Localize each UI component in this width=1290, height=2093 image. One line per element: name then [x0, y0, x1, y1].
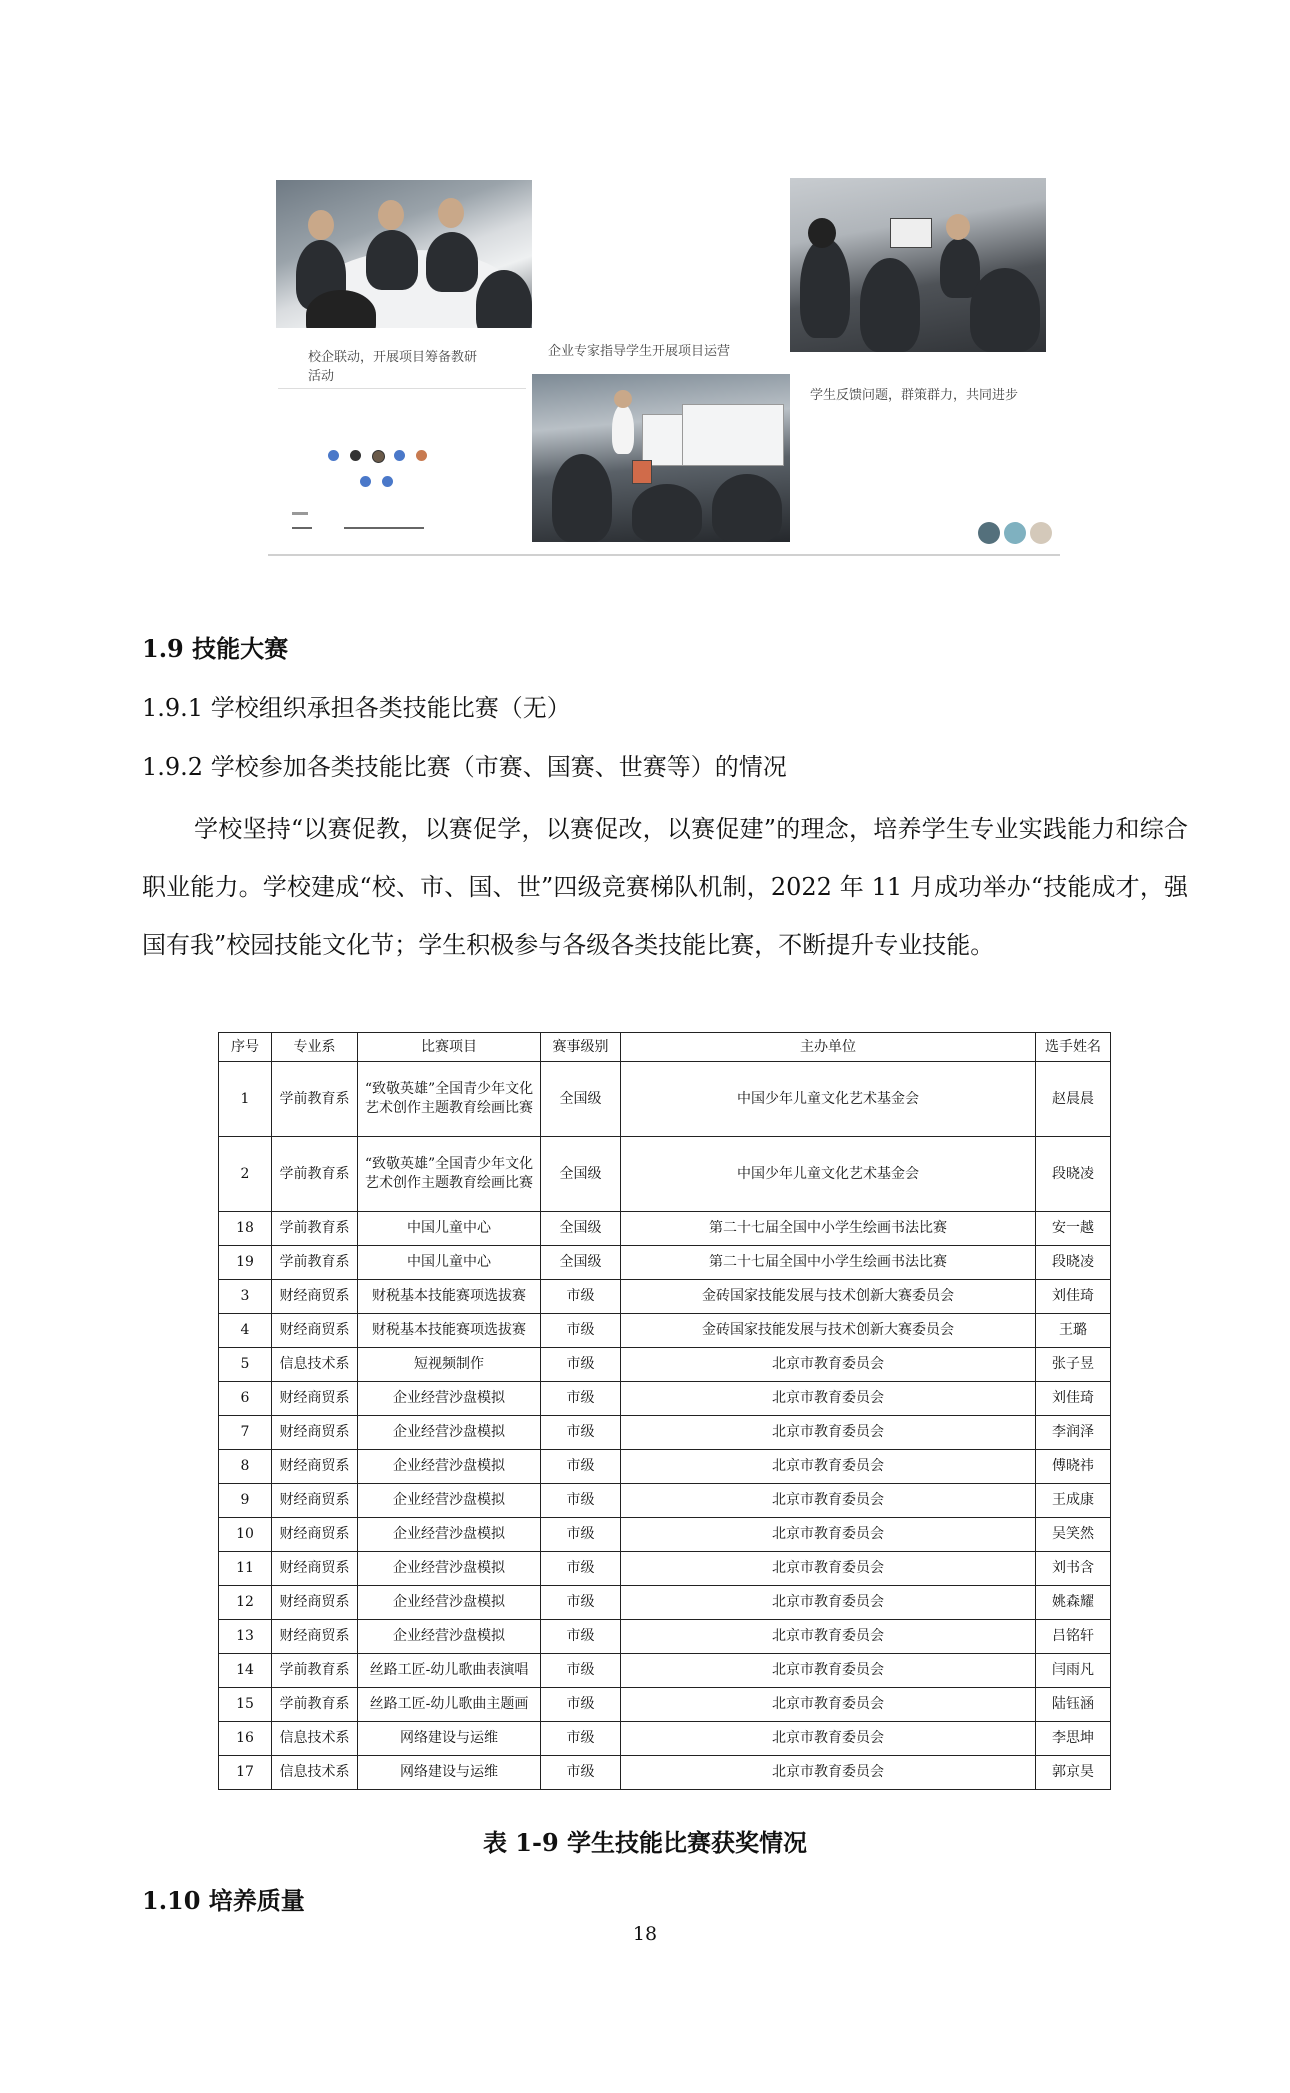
table-cell: 闫雨凡	[1036, 1654, 1111, 1688]
table-cell: 中国少年儿童文化艺术基金会	[621, 1062, 1036, 1137]
table-row	[219, 1586, 1111, 1620]
table-row	[219, 1246, 1111, 1280]
table-cell: 北京市教育委员会	[621, 1348, 1036, 1382]
table-row	[219, 1062, 1111, 1137]
table-cell: 财经商贸系	[272, 1552, 358, 1586]
table-cell: 企业经营沙盘模拟	[358, 1552, 541, 1586]
table-cell: 市级	[541, 1552, 621, 1586]
table-cell: 财经商贸系	[272, 1382, 358, 1416]
table-cell: 市级	[541, 1416, 621, 1450]
table-cell: 短视频制作	[358, 1348, 541, 1382]
table-cell: 学前教育系	[272, 1654, 358, 1688]
table-cell: 14	[219, 1654, 272, 1688]
table-cell: 市级	[541, 1382, 621, 1416]
table-row	[219, 1552, 1111, 1586]
video-call-thumbnail	[278, 388, 526, 538]
table-cell: 网络建设与运维	[358, 1756, 541, 1790]
table-cell: 李思坤	[1036, 1722, 1111, 1756]
table-cell: 市级	[541, 1620, 621, 1654]
next-section-heading: 1.10 培养质量	[142, 1886, 305, 1915]
caption-center: 企业专家指导学生开展项目运营	[548, 344, 731, 359]
table-cell: 中国儿童中心	[358, 1212, 541, 1246]
table-cell: 财经商贸系	[272, 1280, 358, 1314]
table-cell: 财经商贸系	[272, 1484, 358, 1518]
awards-table	[218, 1032, 1111, 1790]
table-cell: 企业经营沙盘模拟	[358, 1586, 541, 1620]
table-cell: 财税基本技能赛项选拔赛	[358, 1280, 541, 1314]
table-cell: 企业经营沙盘模拟	[358, 1620, 541, 1654]
table-cell: 北京市教育委员会	[621, 1586, 1036, 1620]
subsection-2: 1.9.2 学校参加各类技能比赛（市赛、国赛、世赛等）的情况	[142, 753, 787, 781]
table-cell: 全国级	[541, 1212, 621, 1246]
table-cell: 市级	[541, 1586, 621, 1620]
body-paragraph: 学校坚持“以赛促教，以赛促学，以赛促改，以赛促建”的理念，培养学生专业实践能力和综合职业能力。学校建成“校、市、国、世”四级竞赛梯队机制，2022 年 11 月成功举办“技能成才，强国有我”校园技能文化节；学生积极参与各级各类技能比赛，不断提升专业技能。	[142, 815, 1188, 959]
table-cell: “致敬英雄”全国青少年文化艺术创作主题教育绘画比赛	[358, 1062, 541, 1137]
table-cell: 赵晨晨	[1036, 1062, 1111, 1137]
table-cell: 北京市教育委员会	[621, 1484, 1036, 1518]
table-cell: 刘佳琦	[1036, 1280, 1111, 1314]
table-cell: 信息技术系	[272, 1756, 358, 1790]
table-cell: 全国级	[541, 1062, 621, 1137]
header-cell: 赛事级别	[541, 1033, 621, 1062]
collage-divider	[268, 554, 1060, 556]
table-cell: 学前教育系	[272, 1062, 358, 1137]
table-cell: 10	[219, 1518, 272, 1552]
table-cell: 9	[219, 1484, 272, 1518]
table-row	[219, 1137, 1111, 1212]
table-cell: 财经商贸系	[272, 1518, 358, 1552]
table-row	[219, 1654, 1111, 1688]
photo-collage	[268, 178, 1060, 558]
table-cell: 12	[219, 1586, 272, 1620]
table-cell: 市级	[541, 1314, 621, 1348]
table-cell: 19	[219, 1246, 272, 1280]
table-header-row	[219, 1033, 1111, 1062]
table-cell: 网络建设与运维	[358, 1722, 541, 1756]
table-row	[219, 1688, 1111, 1722]
table-cell: 企业经营沙盘模拟	[358, 1484, 541, 1518]
table-cell: 财经商贸系	[272, 1586, 358, 1620]
table-cell: 4	[219, 1314, 272, 1348]
table-cell: 吴笑然	[1036, 1518, 1111, 1552]
table-cell: 学前教育系	[272, 1688, 358, 1722]
table-row	[219, 1450, 1111, 1484]
table-cell: 6	[219, 1382, 272, 1416]
table-cell: 市级	[541, 1348, 621, 1382]
table-cell: 北京市教育委员会	[621, 1756, 1036, 1790]
header-cell: 比赛项目	[358, 1033, 541, 1062]
table-cell: 全国级	[541, 1137, 621, 1212]
caption-right: 学生反馈问题，群策群力，共同进步	[810, 388, 1019, 403]
table-row	[219, 1280, 1111, 1314]
section-heading: 1.9 技能大赛	[142, 634, 289, 663]
table-cell: 市级	[541, 1450, 621, 1484]
table-cell: 财经商贸系	[272, 1620, 358, 1654]
table-cell: “致敬英雄”全国青少年文化艺术创作主题教育绘画比赛	[358, 1137, 541, 1212]
table-cell: 学前教育系	[272, 1212, 358, 1246]
table-cell: 王璐	[1036, 1314, 1111, 1348]
table-cell: 16	[219, 1722, 272, 1756]
table-row	[219, 1212, 1111, 1246]
table-cell: 傅晓祎	[1036, 1450, 1111, 1484]
table-row	[219, 1416, 1111, 1450]
table-cell: 北京市教育委员会	[621, 1382, 1036, 1416]
table-cell: 北京市教育委员会	[621, 1722, 1036, 1756]
table-cell: 企业经营沙盘模拟	[358, 1382, 541, 1416]
photo-meeting	[276, 180, 532, 328]
table-cell: 财经商贸系	[272, 1450, 358, 1484]
table-cell: 市级	[541, 1280, 621, 1314]
table-cell: 3	[219, 1280, 272, 1314]
table-cell: 中国少年儿童文化艺术基金会	[621, 1137, 1036, 1212]
table-cell: 第二十七届全国中小学生绘画书法比赛	[621, 1212, 1036, 1246]
table-cell: 北京市教育委员会	[621, 1416, 1036, 1450]
table-cell: 市级	[541, 1688, 621, 1722]
header-cell: 选手姓名	[1036, 1033, 1111, 1062]
table-cell: 18	[219, 1212, 272, 1246]
header-cell: 主办单位	[621, 1033, 1036, 1062]
table-cell: 企业经营沙盘模拟	[358, 1450, 541, 1484]
photo-guidance	[532, 374, 790, 542]
table-cell: 企业经营沙盘模拟	[358, 1416, 541, 1450]
table-cell: 财经商贸系	[272, 1314, 358, 1348]
table-row	[219, 1518, 1111, 1552]
table-cell: 市级	[541, 1654, 621, 1688]
table-cell: 张子昱	[1036, 1348, 1111, 1382]
table-cell: 5	[219, 1348, 272, 1382]
table-cell: 市级	[541, 1756, 621, 1790]
table-cell: 金砖国家技能发展与技术创新大赛委员会	[621, 1280, 1036, 1314]
table-row	[219, 1348, 1111, 1382]
table-cell: 段晓凌	[1036, 1137, 1111, 1212]
header-cell: 序号	[219, 1033, 272, 1062]
table-cell: 北京市教育委员会	[621, 1552, 1036, 1586]
page-number: 18	[632, 1923, 658, 1945]
table-row	[219, 1314, 1111, 1348]
table-row	[219, 1620, 1111, 1654]
table-cell: 1	[219, 1062, 272, 1137]
table-cell: 信息技术系	[272, 1348, 358, 1382]
header-cell: 专业系	[272, 1033, 358, 1062]
table-cell: 8	[219, 1450, 272, 1484]
photo-feedback	[790, 178, 1046, 352]
table-cell: 11	[219, 1552, 272, 1586]
table-cell: 学前教育系	[272, 1137, 358, 1212]
table-cell: 市级	[541, 1484, 621, 1518]
table-cell: 中国儿童中心	[358, 1246, 541, 1280]
table-cell: 15	[219, 1688, 272, 1722]
table-cell: 陆钰涵	[1036, 1688, 1111, 1722]
table-cell: 李润泽	[1036, 1416, 1111, 1450]
table-cell: 安一越	[1036, 1212, 1111, 1246]
table-cell: 财税基本技能赛项选拔赛	[358, 1314, 541, 1348]
table-cell: 北京市教育委员会	[621, 1450, 1036, 1484]
table-cell: 金砖国家技能发展与技术创新大赛委员会	[621, 1314, 1036, 1348]
table-cell: 财经商贸系	[272, 1416, 358, 1450]
table-cell: 市级	[541, 1722, 621, 1756]
table-row	[219, 1722, 1111, 1756]
table-cell: 7	[219, 1416, 272, 1450]
table-cell: 刘佳琦	[1036, 1382, 1111, 1416]
table-cell: 全国级	[541, 1246, 621, 1280]
subsection-1: 1.9.1 学校组织承担各类技能比赛（无）	[142, 694, 571, 722]
table-cell: 学前教育系	[272, 1246, 358, 1280]
table-cell: 王成康	[1036, 1484, 1111, 1518]
table-cell: 17	[219, 1756, 272, 1790]
table-row	[219, 1756, 1111, 1790]
table-row	[219, 1382, 1111, 1416]
caption-left: 校企联动，开展项目筹备教研活动	[308, 350, 478, 384]
table-cell: 吕铭轩	[1036, 1620, 1111, 1654]
table-cell: 市级	[541, 1518, 621, 1552]
table-cell: 13	[219, 1620, 272, 1654]
table-cell: 信息技术系	[272, 1722, 358, 1756]
table-cell: 姚森耀	[1036, 1586, 1111, 1620]
table-cell: 丝路工匠-幼儿歌曲主题画	[358, 1688, 541, 1722]
table-cell: 北京市教育委员会	[621, 1620, 1036, 1654]
table-row	[219, 1484, 1111, 1518]
table-cell: 丝路工匠-幼儿歌曲表演唱	[358, 1654, 541, 1688]
table-cell: 企业经营沙盘模拟	[358, 1518, 541, 1552]
table-cell: 北京市教育委员会	[621, 1688, 1036, 1722]
table-caption: 表 1-9 学生技能比赛获奖情况	[482, 1828, 808, 1857]
table-cell: 2	[219, 1137, 272, 1212]
table-cell: 北京市教育委员会	[621, 1518, 1036, 1552]
table-cell: 郭京昊	[1036, 1756, 1111, 1790]
table-cell: 刘书含	[1036, 1552, 1111, 1586]
table-cell: 北京市教育委员会	[621, 1654, 1036, 1688]
table-cell: 第二十七届全国中小学生绘画书法比赛	[621, 1246, 1036, 1280]
table-cell: 段晓凌	[1036, 1246, 1111, 1280]
